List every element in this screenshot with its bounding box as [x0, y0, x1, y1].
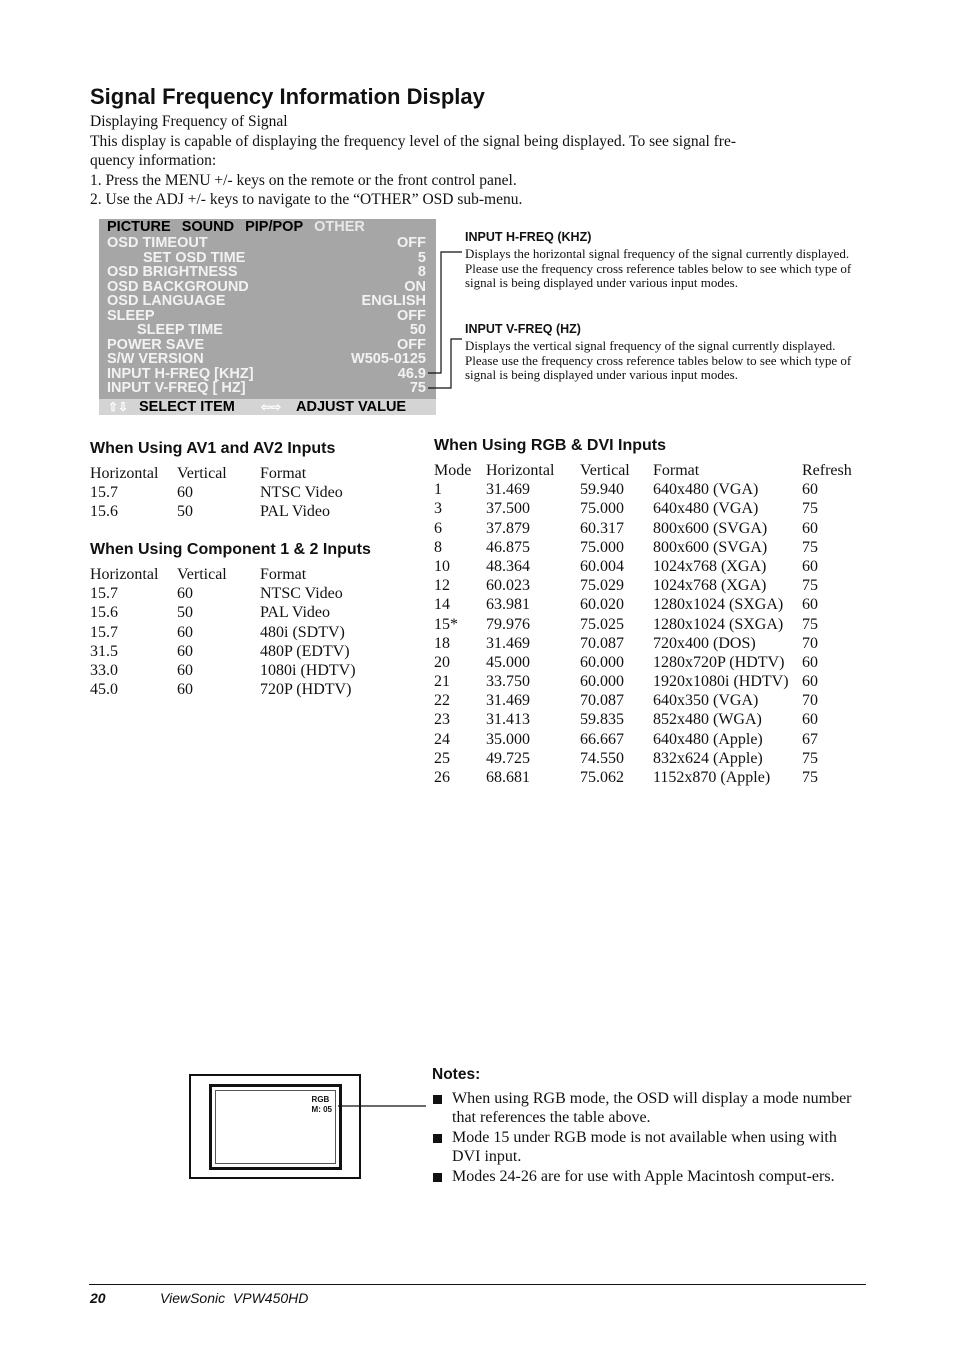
osd-row-value: W505-0125 [351, 351, 426, 367]
table-cell: 1 [434, 481, 442, 499]
square-bullet-icon [433, 1095, 442, 1104]
intro-line: quency information: [90, 152, 217, 169]
table-cell: 8 [434, 538, 442, 556]
table-cell: 68.681 [486, 769, 530, 786]
osd-select-label: SELECT ITEM [139, 399, 235, 415]
table-cell: 25 [434, 749, 450, 767]
table-cell: 26 [434, 769, 450, 786]
note-item [432, 1167, 852, 1186]
osd-row-value: OFF [397, 336, 426, 353]
osd-menu [99, 219, 436, 415]
table-row [434, 480, 864, 499]
table-cell: 60 [802, 711, 818, 729]
footer-page-number: 20 [90, 1290, 106, 1306]
table-cell: 21 [434, 673, 450, 691]
table-cell: 60 [177, 681, 193, 699]
table-cell: 75 [802, 577, 818, 595]
table-cell: 50 [177, 604, 193, 622]
table-header: Format [260, 566, 307, 583]
intro-line: Displaying Frequency of Signal [90, 113, 288, 130]
osd-tab-picture: PICTURE [107, 219, 171, 235]
table-cell: 640x350 (VGA) [653, 692, 759, 710]
table-cell: 60.004 [580, 557, 624, 575]
table-cell: 15.7 [90, 623, 118, 641]
table-row [434, 634, 864, 653]
table-cell: 60.023 [486, 577, 530, 595]
table-cell: 70 [802, 634, 818, 652]
table-row [90, 623, 420, 642]
table-cell: 59.835 [580, 711, 624, 729]
osd-tabs [107, 219, 372, 236]
table-cell: 1152x870 (Apple) [653, 769, 771, 786]
table-header: Mode [434, 462, 472, 479]
table-cell: 60.000 [580, 653, 624, 671]
osd-adjust-label: ADJUST VALUE [296, 399, 407, 415]
notes-connector [338, 1100, 428, 1114]
table-cell: 1280x1024 (SXGA) [653, 596, 784, 614]
table-cell: 720P (HDTV) [260, 681, 352, 699]
table-row [434, 653, 864, 672]
note-text: Modes 24-26 are for use with Apple Macintosh comput-ers. [452, 1167, 835, 1185]
tv-mode-readout [312, 1095, 332, 1115]
table-cell: 1024x768 (XGA) [653, 577, 767, 595]
table-cell: 800x600 (SVGA) [653, 519, 768, 537]
table-cell: 60 [177, 484, 193, 502]
table-cell: 15.6 [90, 604, 118, 622]
osd-row-label: SLEEP [107, 307, 155, 324]
osd-tab-pip-pop: PIP/POP [245, 219, 304, 235]
table-header: Refresh [802, 462, 852, 479]
table-row [434, 576, 864, 595]
table-cell: 10 [434, 557, 450, 575]
footer-brand: ViewSonic VPW450HD [160, 1290, 309, 1306]
table-cell: 720x400 (DOS) [653, 634, 756, 652]
table-header: Horizontal [486, 462, 555, 479]
rgb-table [434, 461, 864, 787]
table-cell: 46.875 [486, 538, 530, 556]
osd-tab-sound: SOUND [181, 219, 235, 235]
osd-row-value: 5 [417, 249, 426, 266]
table-cell: 60 [802, 481, 818, 499]
table-cell: PAL Video [260, 503, 331, 521]
table-row [90, 661, 420, 680]
vfreq-connector [428, 339, 462, 388]
osd-row-value: 50 [409, 322, 426, 338]
table-cell: 75.000 [580, 500, 624, 518]
osd-row-label: SET OSD TIME [143, 249, 246, 266]
osd-row [107, 251, 426, 266]
osd-row [107, 265, 426, 280]
table-cell: 75.025 [580, 615, 624, 633]
table-row [90, 483, 420, 502]
table-cell: NTSC Video [260, 585, 343, 603]
table-cell: 31.413 [486, 711, 530, 729]
table-cell: 480P (EDTV) [260, 642, 350, 660]
table-cell: 1024x768 (XGA) [653, 557, 767, 575]
table-cell: 3 [434, 500, 442, 518]
table-row [434, 672, 864, 691]
table-row [434, 730, 864, 749]
table-cell: 74.550 [580, 749, 624, 767]
table-row [90, 680, 420, 699]
table-cell: 49.725 [486, 749, 530, 767]
table-cell: 18 [434, 634, 450, 652]
osd-row-label: POWER SAVE [107, 336, 205, 353]
table-cell: 37.879 [486, 519, 530, 537]
note-text: When using RGB mode, the OSD will display a mode number that references the table above. [452, 1090, 852, 1127]
table-cell: 75 [802, 769, 818, 786]
intro-step: 2. Use the ADJ +/- keys to navigate to the “OTHER” OSD sub-menu. [90, 191, 523, 208]
table-cell: 75.000 [580, 538, 624, 556]
component-table [90, 565, 420, 699]
table-cell: 60.000 [580, 673, 624, 691]
osd-row-label: S/W VERSION [107, 351, 204, 367]
table-header-row [90, 464, 420, 483]
table-cell: 33.0 [90, 661, 118, 679]
osd-row-label: OSD BRIGHTNESS [107, 264, 238, 280]
notes-title: Notes: [432, 1066, 481, 1083]
table-row [434, 615, 864, 634]
note-item [432, 1128, 852, 1167]
table-cell: 800x600 (SVGA) [653, 538, 768, 556]
table-cell: 14 [434, 596, 450, 614]
osd-row-label: SLEEP TIME [137, 322, 223, 338]
table-cell: 60 [802, 653, 818, 671]
table-cell: 640x480 (VGA) [653, 500, 759, 518]
table-cell: 22 [434, 692, 450, 710]
osd-row-value: ON [404, 278, 426, 295]
up-down-arrows-icon: ⇧⇩ [108, 400, 129, 414]
hfreq-callout [465, 230, 865, 291]
table-cell: 79.976 [486, 615, 530, 633]
tv-screen-frame [209, 1084, 342, 1170]
table-row [434, 557, 864, 576]
osd-row-label: INPUT H-FREQ [KHZ] [107, 365, 254, 382]
table-cell: 60 [802, 519, 818, 537]
table-cell: 70 [802, 692, 818, 710]
table-row [434, 710, 864, 729]
table-cell: 832x624 (Apple) [653, 749, 763, 767]
av-table [90, 464, 420, 522]
table-cell: 60 [177, 623, 193, 641]
table-cell: 60 [802, 596, 818, 614]
table-cell: 60 [177, 661, 193, 679]
vfreq-callout-title: INPUT V-FREQ (HZ) [465, 322, 581, 336]
table-header: Horizontal [90, 566, 159, 583]
square-bullet-icon [433, 1173, 442, 1182]
table-cell: 15.7 [90, 484, 118, 502]
table-row [90, 584, 420, 603]
table-cell: 15.6 [90, 503, 118, 521]
table-cell: 31.5 [90, 642, 118, 660]
table-cell: 75.062 [580, 769, 624, 786]
table-cell: 60 [177, 642, 193, 660]
table-cell: 640x480 (Apple) [653, 730, 763, 748]
table-cell: 852x480 (WGA) [653, 711, 762, 729]
table-row [90, 603, 420, 622]
osd-row-label: OSD LANGUAGE [107, 293, 226, 309]
table-cell: 75 [802, 500, 818, 518]
table-cell: 31.469 [486, 481, 530, 499]
osd-row-label: OSD TIMEOUT [107, 235, 208, 251]
intro-text [90, 112, 850, 210]
table-cell: 35.000 [486, 730, 530, 748]
osd-row [107, 381, 426, 396]
table-row [434, 519, 864, 538]
tv-diagram [189, 1074, 361, 1179]
vfreq-callout [465, 322, 865, 383]
table-cell: 12 [434, 577, 450, 595]
table-row [434, 768, 864, 787]
table-row [90, 502, 420, 521]
table-cell: 48.364 [486, 557, 530, 575]
page-title: Signal Frequency Information Display [90, 84, 485, 109]
osd-row-value: 75 [409, 380, 426, 396]
component-table-title: When Using Component 1 & 2 Inputs [90, 541, 371, 558]
vfreq-callout-body: Displays the vertical signal frequency of the signal currently displayed. Please use the frequency cross reference tables below to see which type of signal is being displayed under various input modes. [465, 338, 852, 382]
osd-row [107, 352, 426, 367]
table-cell: 31.469 [486, 692, 530, 710]
osd-row [107, 338, 426, 353]
table-cell: 75 [802, 538, 818, 556]
hfreq-connector [428, 252, 462, 373]
table-cell: 33.750 [486, 673, 530, 691]
osd-row [107, 323, 426, 338]
table-row [434, 749, 864, 768]
table-header-row [434, 461, 864, 480]
table-cell: 480i (SDTV) [260, 623, 345, 641]
table-row [90, 642, 420, 661]
osd-row [107, 294, 426, 309]
osd-row-value: OFF [397, 235, 426, 251]
tv-mode-line: RGB [311, 1095, 330, 1104]
osd-row [107, 280, 426, 295]
osd-row-value: ENGLISH [361, 293, 426, 309]
table-header-row [90, 565, 420, 584]
table-cell: 24 [434, 730, 450, 748]
table-cell: 60.020 [580, 596, 624, 614]
note-item [432, 1089, 852, 1128]
table-cell: 60 [802, 673, 818, 691]
table-header: Format [653, 462, 700, 479]
osd-footer [99, 399, 436, 415]
osd-row-label: OSD BACKGROUND [107, 278, 249, 295]
notes-list [432, 1089, 852, 1186]
table-cell: 1280x720P (HDTV) [653, 653, 785, 671]
osd-row [107, 367, 426, 382]
table-cell: 60 [177, 585, 193, 603]
table-cell: 60 [802, 557, 818, 575]
table-cell: 23 [434, 711, 450, 729]
table-cell: NTSC Video [260, 484, 343, 502]
table-cell: 45.000 [486, 653, 530, 671]
intro-step: 1. Press the MENU +/- keys on the remote or the front control panel. [90, 171, 517, 189]
table-cell: 60.317 [580, 519, 624, 537]
table-cell: 1920x1080i (HDTV) [653, 673, 789, 691]
square-bullet-icon [433, 1134, 442, 1143]
table-cell: 75 [802, 749, 818, 767]
table-cell: 45.0 [90, 681, 118, 699]
osd-row-value: OFF [397, 307, 426, 324]
table-cell: 6 [434, 519, 442, 537]
intro-line: This display is capable of displaying the frequency level of the signal being displayed. To see signal fre- [90, 132, 737, 150]
table-cell: 20 [434, 653, 450, 671]
hfreq-callout-body: Displays the horizontal signal frequency of the signal currently displayed. Please use the frequency cross reference tables below to see which type of signal is being displayed under various input modes. [465, 246, 852, 290]
table-cell: PAL Video [260, 604, 331, 622]
footer-divider [89, 1284, 866, 1285]
table-cell: 59.940 [580, 481, 624, 499]
tv-mode-line: M: 05 [311, 1105, 332, 1114]
osd-row-label: INPUT V-FREQ [ HZ] [107, 380, 246, 396]
table-cell: 63.981 [486, 596, 530, 614]
table-header: Horizontal [90, 465, 159, 482]
table-row [434, 691, 864, 710]
table-cell: 75.029 [580, 577, 624, 595]
table-cell: 67 [802, 730, 818, 748]
table-cell: 1080i (HDTV) [260, 661, 356, 679]
table-cell: 640x480 (VGA) [653, 481, 759, 499]
table-header: Format [260, 465, 307, 482]
table-row [434, 595, 864, 614]
table-cell: 70.087 [580, 692, 624, 710]
left-right-arrows-icon: ⇦⇨ [261, 400, 282, 414]
osd-row-value: 46.9 [397, 365, 426, 382]
tv-screen [215, 1090, 336, 1164]
table-cell: 50 [177, 503, 193, 521]
osd-row [107, 309, 426, 324]
table-cell: 1280x1024 (SXGA) [653, 615, 784, 633]
note-text: Mode 15 under RGB mode is not available when using with DVI input. [452, 1128, 837, 1166]
table-row [434, 538, 864, 557]
table-header: Vertical [580, 462, 630, 479]
osd-tab-other: OTHER [314, 219, 365, 235]
table-cell: 66.667 [580, 730, 624, 748]
table-cell: 75 [802, 615, 818, 633]
osd-rows [107, 236, 426, 396]
av-table-title: When Using AV1 and AV2 Inputs [90, 440, 336, 457]
table-cell: 15* [434, 615, 458, 633]
table-row [434, 499, 864, 518]
hfreq-callout-title: INPUT H-FREQ (KHZ) [465, 230, 592, 244]
osd-row [107, 236, 426, 251]
table-cell: 37.500 [486, 500, 530, 518]
table-cell: 70.087 [580, 634, 624, 652]
osd-row-value: 8 [417, 264, 426, 280]
table-header: Vertical [177, 566, 227, 583]
rgb-table-title: When Using RGB & DVI Inputs [434, 437, 666, 454]
table-cell: 15.7 [90, 585, 118, 603]
rgb-table-body [434, 480, 864, 787]
table-cell: 31.469 [486, 634, 530, 652]
table-header: Vertical [177, 465, 227, 482]
